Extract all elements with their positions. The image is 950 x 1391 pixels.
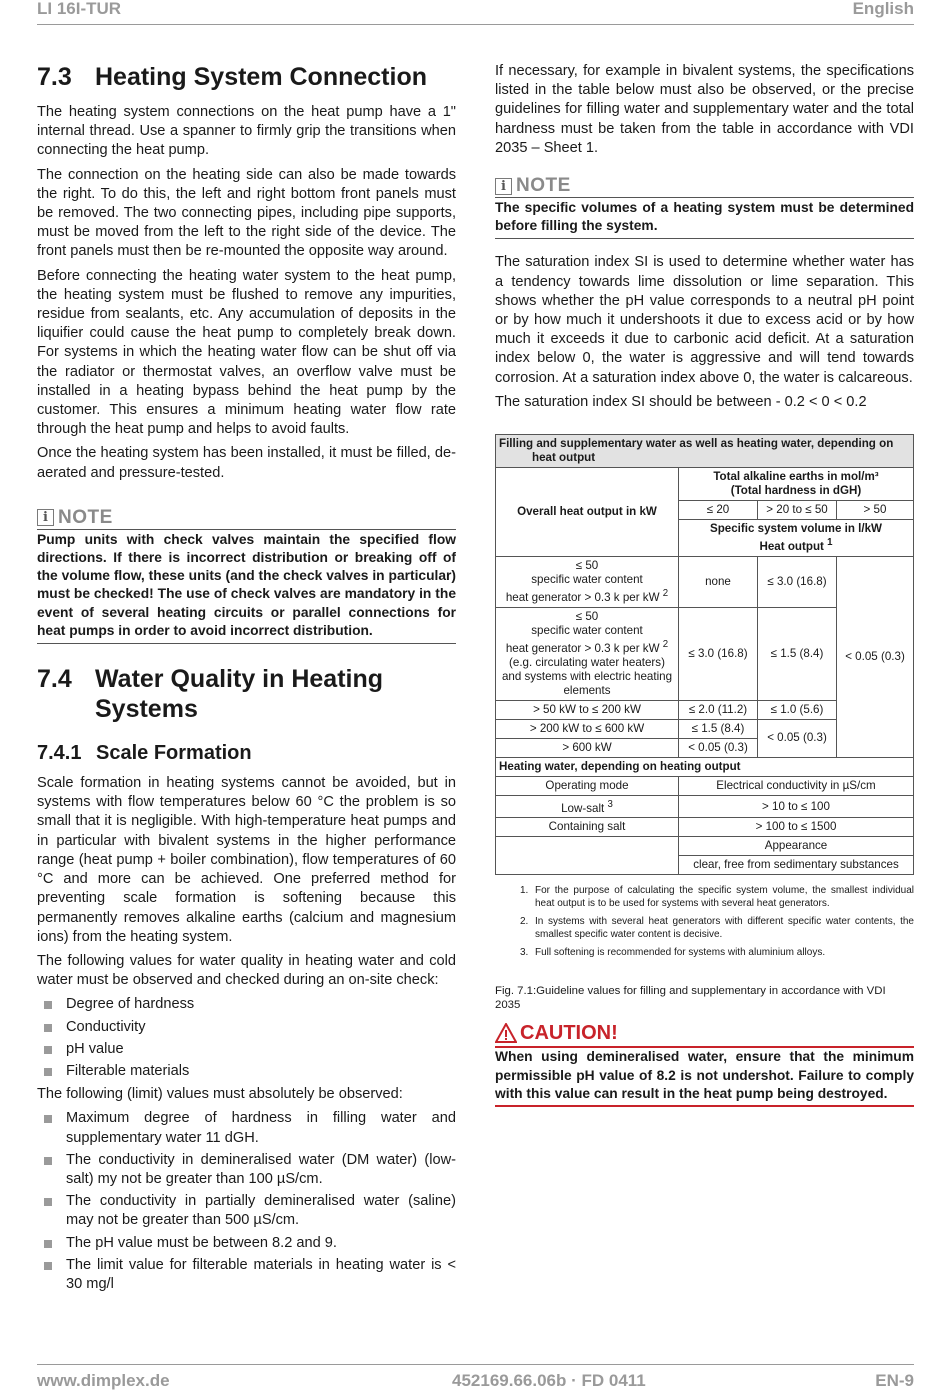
section-title-line1: Water Quality in Heating xyxy=(95,665,384,694)
figure-caption: Fig. 7.1:Guideline values for filling and supplementary in accordance with VDI 2035 xyxy=(495,985,886,1012)
footnote: 2. In systems with several heat generators with different specific water contents, the smallest specific water content is decisive. xyxy=(520,916,914,941)
list-item: Degree of hardness xyxy=(37,995,456,1014)
table-row xyxy=(496,468,914,501)
subsection-title: Scale Formation xyxy=(96,742,252,765)
table-cell: Total alkaline earths in mol/m³ (Total hardness in dGH) xyxy=(679,468,914,501)
table-cell: Appearance xyxy=(679,837,914,856)
bullet-icon xyxy=(44,1157,52,1165)
table-cell: > 100 to ≤ 1500 xyxy=(679,818,914,837)
page-header xyxy=(37,0,914,25)
info-icon: i xyxy=(37,509,54,526)
footnote: 1. For the purpose of calculating the specific system volume, the smallest individual heat output is to be used for systems with several heat generators. xyxy=(520,885,914,910)
paragraph: The saturation index SI should be between - 0.2 < 0 < 0.2 xyxy=(495,393,867,410)
paragraph: Scale formation in heating systems cannot be avoided, but in systems with flow temperatures below 60 °C the problem is so small that it is negligible. With high-temperature heat pumps and in particular with bivalent systems in the higher performance range (heat pump + boiler combination), flow temperatures of 60 °C and more can be achieved. One preferred method for preventing scale formation is softening because this permanently removes alkaline earths (calcium and magnesium ions) from the heating system. xyxy=(37,775,456,945)
note-title: NOTE xyxy=(516,175,571,197)
paragraph: The following (limit) values must absolutely be observed: xyxy=(37,1086,403,1103)
table-cell: Low-salt $^3$ xyxy=(496,795,679,818)
bullet-icon xyxy=(44,1001,52,1009)
table-title: Filling and supplementary water as well as heating water, depending on heat output xyxy=(496,435,914,468)
table-cell: > 20 to ≤ 50 xyxy=(758,501,837,520)
list-item: pH value xyxy=(37,1040,456,1059)
paragraph: If necessary, for example in bivalent systems, the specifications listed in the table below must also be observed, or the precise guidelines for filling water and supplementary water and the total hardness must be taken from the table in accordance with VDI 2035 – Sheet 1. xyxy=(495,63,914,156)
note-box xyxy=(495,175,914,239)
note-text: Pump units with check valves maintain the specified flow directions. If there is incorrect distribution or breaking off of the volume flow, these units (and the check valves in particular) must be checked! The use of check valves are mandatory in the event of several heating circuits or parallel connections for heat pumps in order to avoid incorrect distribution. xyxy=(37,531,456,638)
table-cell: Electrical conductivity in µS/cm xyxy=(679,776,914,795)
table-cell: ≤ 3.0 (16.8) xyxy=(758,556,837,607)
table-cell: < 0.05 (0.3) xyxy=(837,556,914,757)
paragraph: Once the heating system has been installed, it must be filled, de-aerated and pressure-tested. xyxy=(37,445,456,481)
table-row xyxy=(496,776,914,795)
table-cell: Operating mode xyxy=(496,776,679,795)
table-subtitle: Heating water, depending on heating output xyxy=(496,757,914,776)
list-item: The pH value must be between 8.2 and 9. xyxy=(37,1234,456,1253)
paragraph: The following values for water quality in heating water and cold water must be observed and checked during an on-site check: xyxy=(37,952,456,989)
table-cell xyxy=(496,837,679,875)
table-row xyxy=(496,837,914,856)
table-row xyxy=(496,435,914,468)
bullet-icon xyxy=(44,1046,52,1054)
table-cell: > 50 kW to ≤ 200 kW xyxy=(496,700,679,719)
paragraph: The heating system connections on the heat pump have a 1" internal thread. Use a spanner to firmly grip the transitions when connecting the heat pump. xyxy=(37,104,456,159)
bullet-icon xyxy=(44,1068,52,1076)
right-column xyxy=(495,62,914,1107)
water-quality-table xyxy=(495,434,914,875)
table-cell: none xyxy=(679,556,758,607)
paragraph: The saturation index SI is used to determine whether water has a tendency towards lime dissolution or lime separation. This shows whether the pH value corresponds to a neutral pH point or by how much it undershoots it due to excess acid or by how much it exceeds it due to carbonic acid deficit. At a saturation index below 0, the water is aggressive and will tend towards corrosion. At a saturation index above 0, the water is calcareous. xyxy=(495,254,914,386)
section-number: 7.4 xyxy=(37,665,72,694)
table-row xyxy=(496,556,914,607)
caution-box xyxy=(495,1020,914,1107)
table-cell: < 0.05 (0.3) xyxy=(679,738,758,757)
list-item: The conductivity in partially demineralised water (saline) may not be greater than 500 µS/cm. xyxy=(37,1192,456,1230)
list-item: Filterable materials xyxy=(37,1062,456,1081)
info-icon: i xyxy=(495,178,512,195)
section-title-line2: Systems xyxy=(95,695,198,724)
left-column xyxy=(37,62,456,1298)
note-title: NOTE xyxy=(58,506,113,528)
footnote: 3. Full softening is recommended for systems with aluminium alloys. xyxy=(520,947,826,959)
section-7-4-heading xyxy=(37,664,456,724)
header-model: LI 16I-TUR xyxy=(37,0,122,18)
table-cell: > 200 kW to ≤ 600 kW xyxy=(496,719,679,738)
caution-text: When using demineralised water, ensure that the minimum permissible pH value of 8.2 is not undershot. Failure to comply with this value can result in the heat pump being destroyed. xyxy=(495,1046,914,1105)
subsection-number: 7.4.1 xyxy=(37,742,82,765)
bullet-icon xyxy=(44,1240,52,1248)
bullet-icon xyxy=(44,1024,52,1032)
table-footnotes xyxy=(495,884,914,959)
check-values-list xyxy=(37,995,456,1081)
caution-title: CAUTION! xyxy=(520,1021,618,1044)
section-title: Heating System Connection xyxy=(95,63,427,91)
footer-website: www.dimplex.de xyxy=(37,1371,170,1390)
list-item: The conductivity in demineralised water (DM water) (low-salt) my not be greater than 100 µS/cm. xyxy=(37,1151,456,1189)
table-row xyxy=(496,795,914,818)
list-item: Maximum degree of hardness in filling water and supplementary water 11 dGH. xyxy=(37,1109,456,1147)
table-cell: ≤ 3.0 (16.8) xyxy=(679,607,758,700)
table-cell: < 0.05 (0.3) xyxy=(758,719,837,757)
table-cell: clear, free from sedimentary substances xyxy=(679,856,914,875)
warning-triangle-icon xyxy=(495,1023,517,1043)
table-cell: ≤ 2.0 (11.2) xyxy=(679,700,758,719)
section-7-3-heading xyxy=(37,62,456,92)
list-item: Conductivity xyxy=(37,1018,456,1037)
bullet-icon xyxy=(44,1198,52,1206)
table-cell: Containing salt xyxy=(496,818,679,837)
table-cell: ≤ 1.5 (8.4) xyxy=(758,607,837,700)
table-cell: Overall heat output in kW xyxy=(496,468,679,557)
header-language: English xyxy=(852,0,914,18)
table-cell: ≤ 50 specific water content heat generator > 0.3 k per kW $^2$ (e.g. circulating water heaters) and systems with electric heating elements xyxy=(496,607,679,700)
list-item: The limit value for filterable materials in heating water is < 30 mg/l xyxy=(37,1256,456,1294)
footer-page-number: EN-9 xyxy=(875,1371,914,1390)
limit-values-list xyxy=(37,1109,456,1294)
table-row xyxy=(496,757,914,776)
bullet-icon xyxy=(44,1262,52,1270)
bullet-icon xyxy=(44,1115,52,1123)
section-number: 7.3 xyxy=(37,63,72,91)
table-row xyxy=(496,818,914,837)
page-footer xyxy=(37,1364,914,1391)
note-box xyxy=(37,507,456,644)
note-text: The specific volumes of a heating system must be determined before filling the system. xyxy=(495,200,914,234)
table-cell: > 10 to ≤ 100 xyxy=(679,795,914,818)
table-cell: > 50 xyxy=(837,501,914,520)
table-cell: > 600 kW xyxy=(496,738,679,757)
table-cell: ≤ 20 xyxy=(679,501,758,520)
table-cell: Specific system volume in l/kW Heat output $^1$ xyxy=(679,520,914,557)
paragraph: Before connecting the heating water system to the heat pump, the heating system must be flushed to remove any impurities, residue from sealants, etc. Any accumulation of deposits in the liquifier could cause the heat pump to completely break down. For systems in which the heating water flow can be shut off via the radiator or thermostat valves, an overflow valve must be installed in a heating bypass behind the heat pump by the customer. This ensures a minimum heating water flow rate through the heat pump and helps to avoid faults. xyxy=(37,267,456,438)
paragraph: The connection on the heating side can also be made towards the right. To do this, the left and right bottom front panels must be removed. The two connecting pipes, including pipe supports, must be moved from the left to the right side of the device. The front panels must then be re-mounted the opposite way around. xyxy=(37,166,456,260)
table-cell: ≤ 50 specific water content heat generator > 0.3 k per kW $^2$ xyxy=(496,556,679,607)
footer-document-id: 452169.66.06b · FD 0411 xyxy=(452,1371,646,1390)
section-7-4-1-heading xyxy=(37,740,456,766)
table-cell: ≤ 1.5 (8.4) xyxy=(679,719,758,738)
table-cell: ≤ 1.0 (5.6) xyxy=(758,700,837,719)
